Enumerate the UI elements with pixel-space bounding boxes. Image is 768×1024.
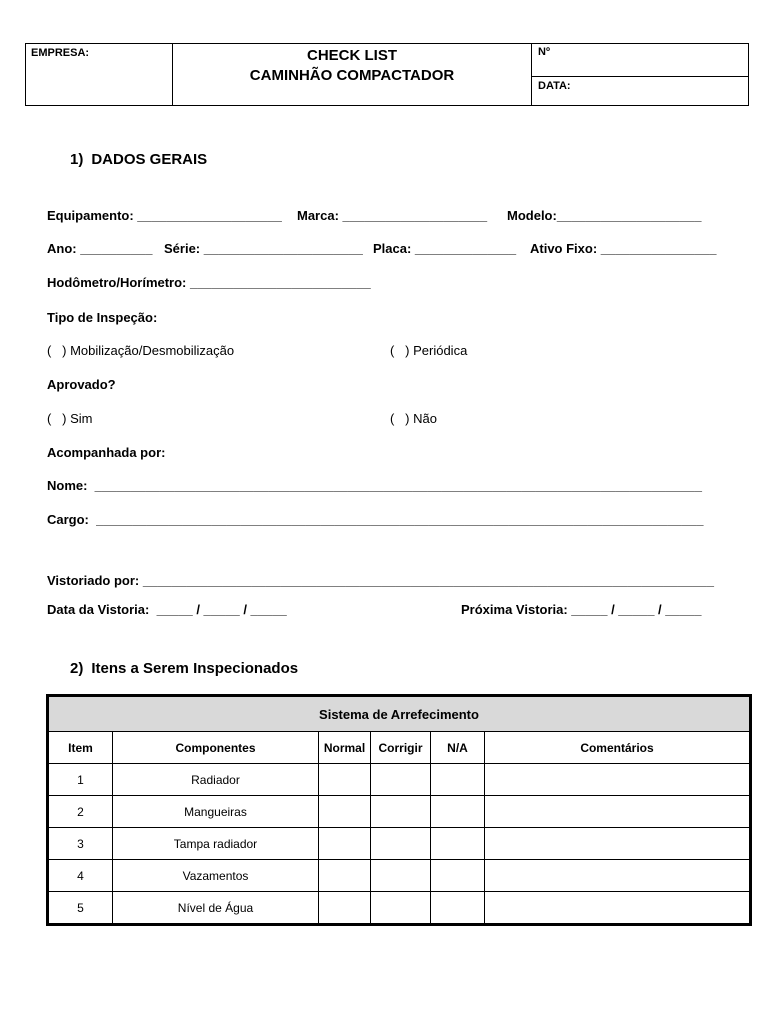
comentarios-cell[interactable] (485, 828, 750, 860)
table-row (49, 796, 750, 828)
vistoriado-field[interactable]: Vistoriado por: _______________________________________________________________________________ (47, 573, 714, 588)
column-header-coment-rios: Comentários (485, 732, 750, 764)
corrigir-cell[interactable] (371, 828, 431, 860)
componente-cell: Radiador (113, 764, 319, 796)
data-vistoria-field[interactable]: Data da Vistoria: _____ / _____ / _____ (47, 602, 287, 617)
column-header-normal: Normal (319, 732, 371, 764)
comentarios-cell[interactable] (485, 764, 750, 796)
column-header-n-a: N/A (431, 732, 485, 764)
table-row (49, 764, 750, 796)
nome-field[interactable]: Nome: ____________________________________________________________________________________ (47, 478, 702, 493)
normal-cell[interactable] (319, 796, 371, 828)
table-row (49, 860, 750, 892)
section-2-number: 2) (70, 660, 84, 677)
hodometro-field[interactable]: Hodômetro/Horímetro: _________________________ (47, 275, 371, 290)
marca-field[interactable]: Marca: ____________________ (297, 208, 488, 223)
na-cell[interactable] (431, 764, 485, 796)
tipo-inspecao-label: Tipo de Inspeção: (47, 310, 158, 325)
tipo-option-1[interactable]: ( ) Periódica (390, 343, 468, 358)
tipo-option-0[interactable]: ( ) Mobilização/Desmobilização (47, 343, 235, 358)
section-2-heading (70, 660, 298, 677)
na-cell[interactable] (431, 796, 485, 828)
section-2-title: Itens a Serem Inspecionados (91, 660, 299, 677)
na-cell[interactable] (431, 828, 485, 860)
comentarios-cell[interactable] (485, 796, 750, 828)
cargo-field[interactable]: Cargo: ____________________________________________________________________________________ (47, 512, 704, 527)
corrigir-cell[interactable] (371, 860, 431, 892)
title-line-2: CAMINHÃO COMPACTADOR (249, 67, 455, 84)
section-1-number: 1) (70, 151, 84, 168)
acompanhada-label: Acompanhada por: (47, 445, 166, 460)
inspection-table (48, 696, 750, 924)
componente-cell: Mangueiras (113, 796, 319, 828)
table-row (49, 828, 750, 860)
aprovado-option-1[interactable]: ( ) Não (390, 411, 437, 426)
column-header-item: Item (49, 732, 113, 764)
corrigir-cell[interactable] (371, 796, 431, 828)
header-box (25, 43, 749, 106)
aprovado-label: Aprovado? (47, 377, 116, 392)
normal-cell[interactable] (319, 892, 371, 924)
table-row (49, 892, 750, 924)
na-cell[interactable] (431, 892, 485, 924)
comentarios-cell[interactable] (485, 860, 750, 892)
inspection-table-header (49, 732, 750, 764)
empresa-label: EMPRESA: (26, 44, 173, 106)
data-field[interactable]: DATA: (538, 80, 571, 92)
aprovado-option-0[interactable]: ( ) Sim (47, 411, 93, 426)
placa-field[interactable]: Placa: ______________ (373, 241, 517, 256)
item-cell: 2 (49, 796, 113, 828)
na-cell[interactable] (431, 860, 485, 892)
componente-cell: Vazamentos (113, 860, 319, 892)
corrigir-cell[interactable] (371, 764, 431, 796)
normal-cell[interactable] (319, 828, 371, 860)
item-cell: 1 (49, 764, 113, 796)
column-header-componentes: Componentes (113, 732, 319, 764)
title-line-1: CHECK LIST (307, 47, 397, 64)
ano-field[interactable]: Ano: __________ (47, 241, 153, 256)
normal-cell[interactable] (319, 860, 371, 892)
componente-cell: Nível de Água (113, 892, 319, 924)
componente-cell: Tampa radiador (113, 828, 319, 860)
section-1-title: DADOS GERAIS (91, 151, 208, 168)
section-1-heading (70, 151, 207, 168)
proxima-vistoria-field[interactable]: Próxima Vistoria: _____ / _____ / _____ (461, 602, 702, 617)
modelo-field[interactable]: Modelo:____________________ (507, 208, 702, 223)
normal-cell[interactable] (319, 764, 371, 796)
corrigir-cell[interactable] (371, 892, 431, 924)
item-cell: 4 (49, 860, 113, 892)
inspection-table-title: Sistema de Arrefecimento (49, 697, 750, 732)
header-right (532, 44, 749, 106)
column-header-corrigir: Corrigir (371, 732, 431, 764)
inspection-table-wrapper (46, 694, 752, 926)
numero-field[interactable]: Nº (532, 44, 748, 77)
serie-field[interactable]: Série: ______________________ (164, 241, 363, 256)
document-title (173, 44, 532, 106)
inspection-table-body (49, 764, 750, 924)
equipamento-field[interactable]: Equipamento: ____________________ (47, 208, 282, 223)
item-cell: 3 (49, 828, 113, 860)
comentarios-cell[interactable] (485, 892, 750, 924)
item-cell: 5 (49, 892, 113, 924)
ativo-fixo-field[interactable]: Ativo Fixo: ________________ (530, 241, 717, 256)
